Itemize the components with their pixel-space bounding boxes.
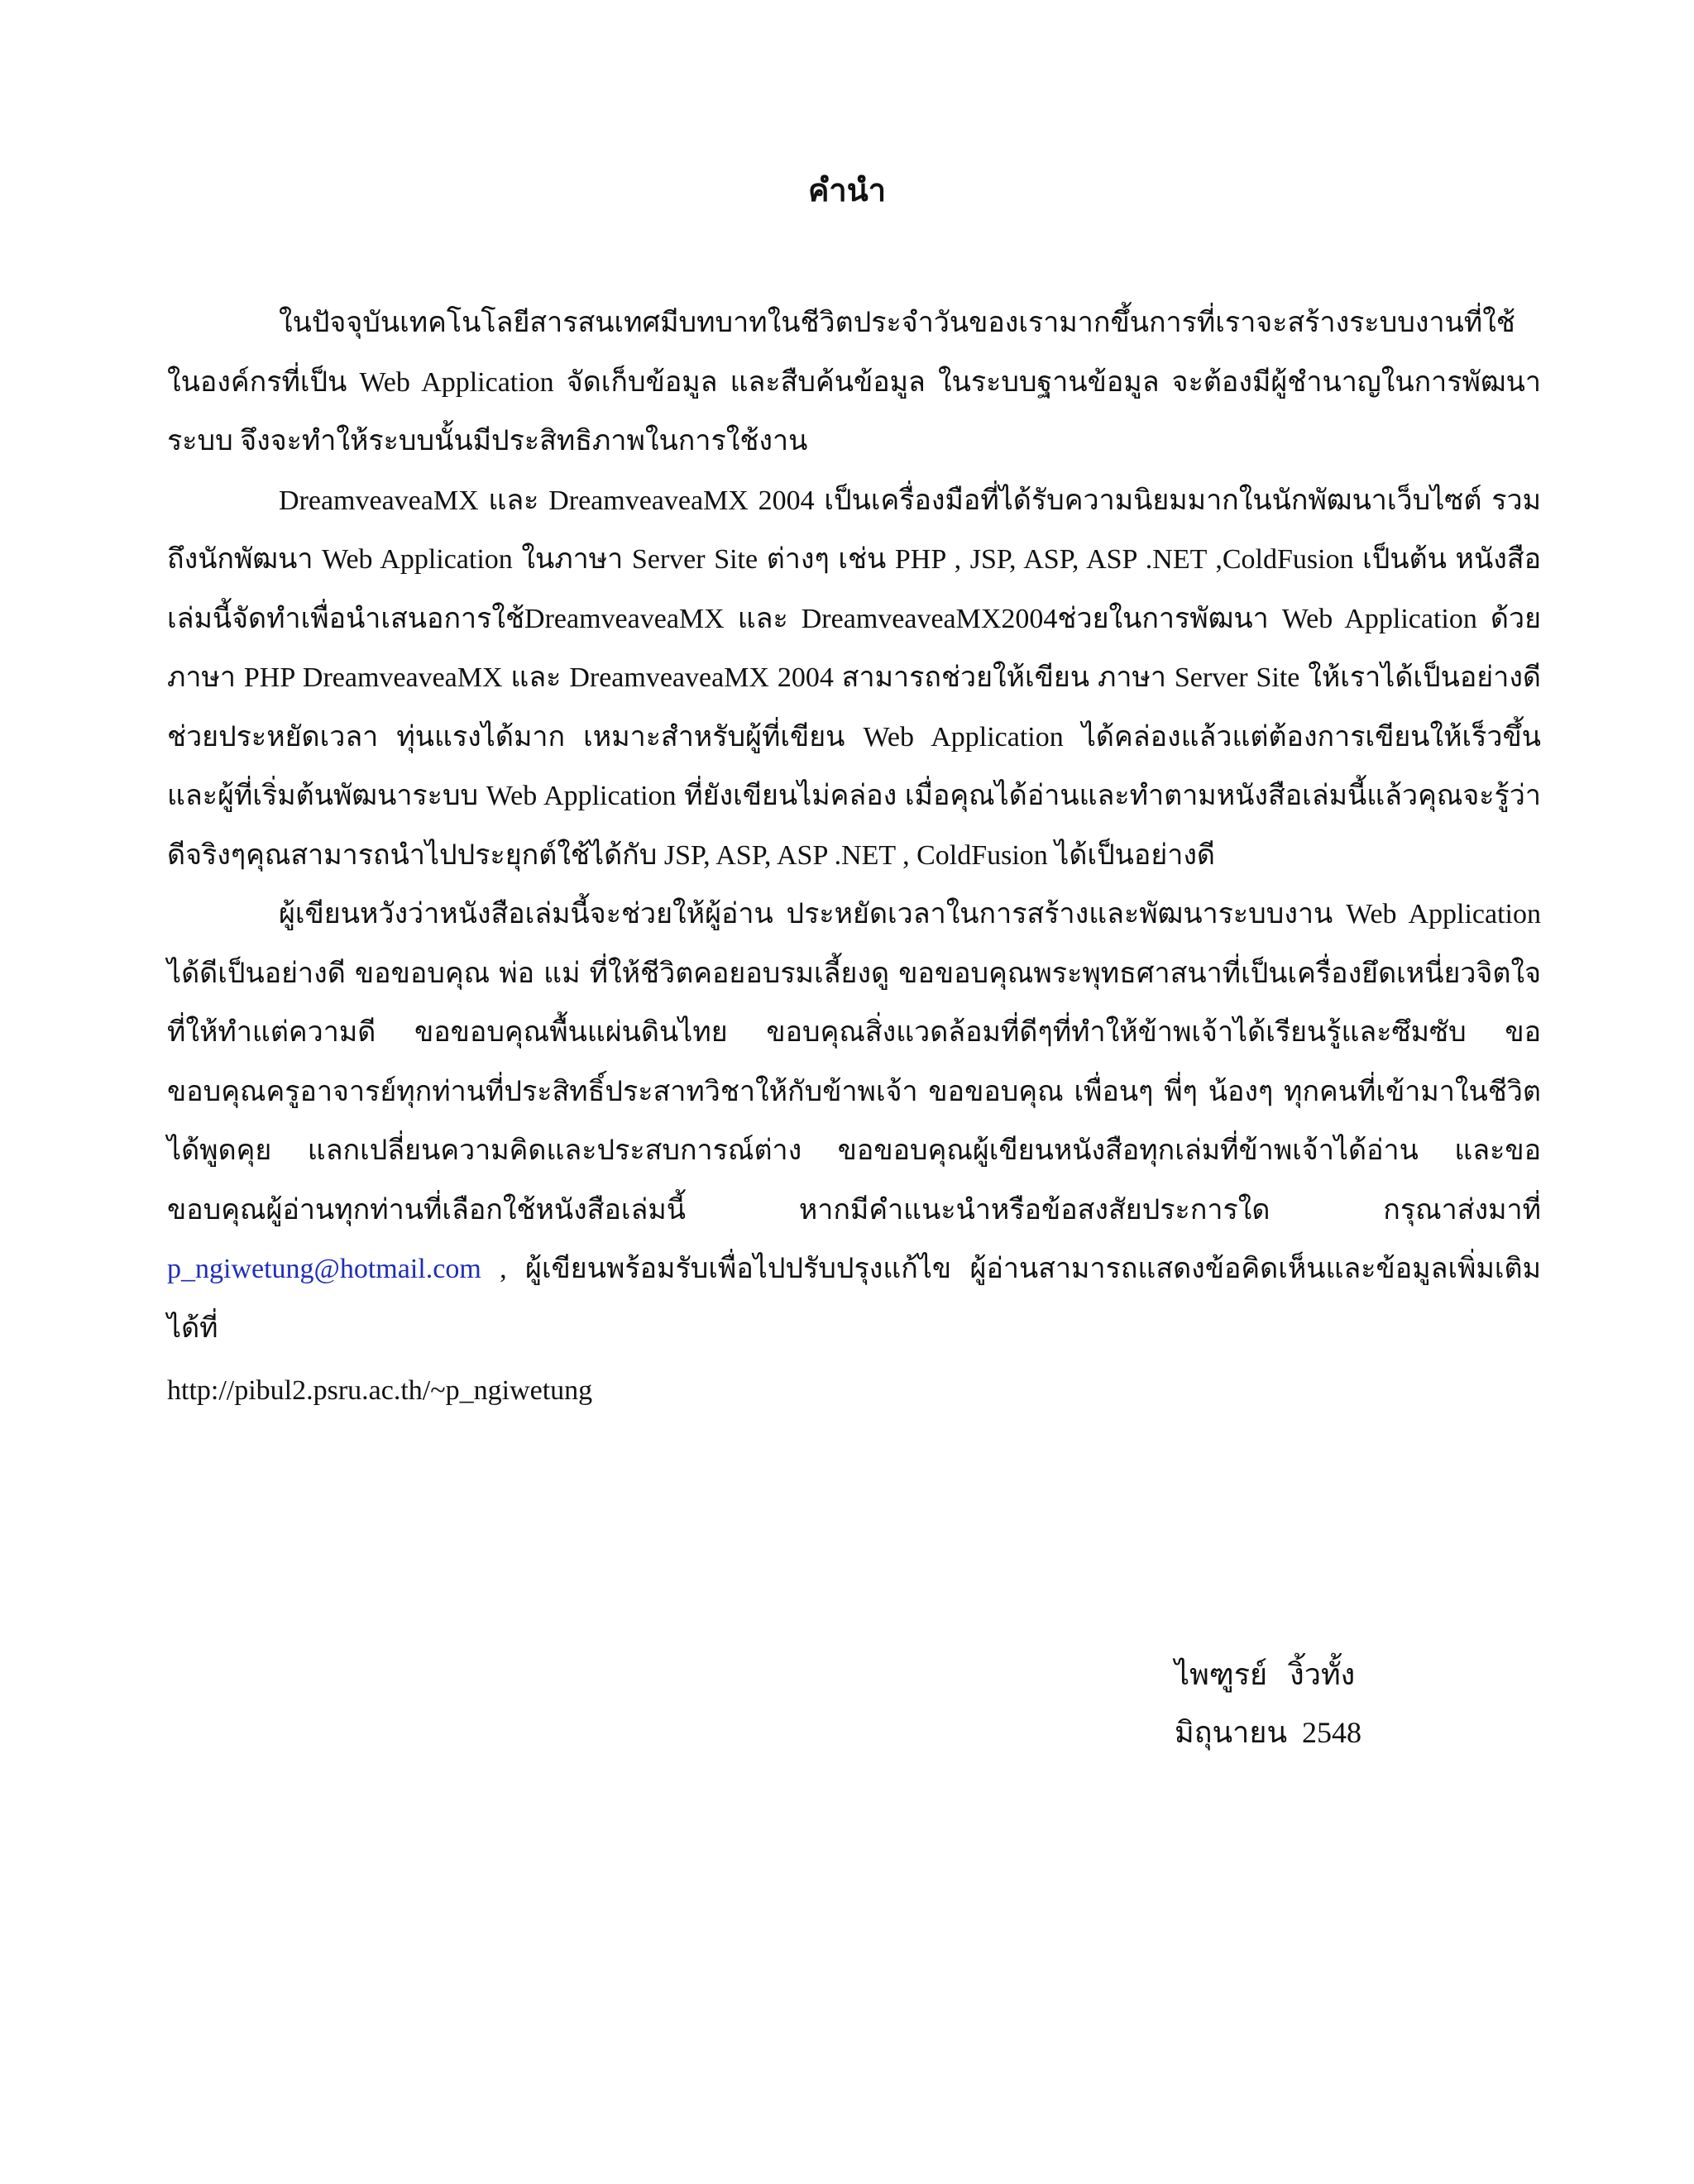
paragraph-introduction: ในปัจจุบันเทคโนโลยีสารสนเทศมีบทบาทในชีวิตประจำวันของเรามากขึ้นการที่เราจะสร้างระบบงานที่ใช้ในองค์กรที่เป็น Web Application จัดเก็บข้อมูล และสืบค้นข้อมูล ในระบบฐานข้อมูล จะต้องมีผู้ชำนาญในการพัฒนาระบบ จึงจะทำให้ระบบนั้นมีประสิทธิภาพในการใช้งาน — [167, 308, 1541, 456]
email-link[interactable]: p_ngiwetung@hotmail.com — [167, 1254, 481, 1284]
acknowledgement-text: ผู้เขียนหวังว่าหนังสือเล่มนี้จะช่วยให้ผู้อ่าน ประหยัดเวลาในการสร้างและพัฒนาระบบงาน Web Application ได้ดีเป็นอย่างดี ขอขอบคุณ พ่อ แม่ ที่ให้ชีวิตคอยอบรมเลี้ยงดู ขอขอบคุณพระพุทธศาสนาที่เป็นเครื่องยึดเหนี่ยวจิตใจที่ให้ทำแต่ความดี ขอขอบคุณพื้นแผ่นดินไทย ขอบคุณสิ่งแวดล้อมที่ดีๆที่ทำให้ข้าพเจ้าได้เรียนรู้และซึมซับ ขอขอบคุณครูอาจารย์ทุกท่านที่ประสิทธิ์ประสาทวิชาให้กับข้าพเจ้า ขอขอบคุณ เพื่อนๆ พี่ๆ น้องๆ ทุกคนที่เข้ามาในชีวิตได้พูดคุย แลกเปลี่ยนความคิดและประสบการณ์ต่าง ขอขอบคุณผู้เขียนหนังสือทุกเล่มที่ข้าพเจ้าได้อ่าน และขอขอบคุณผู้อ่านทุกท่านที่เลือกใช้หนังสือเล่มนี้ หากมีคำแนะนำหรือข้อสงสัยประการใด กรุณาส่งมาที่ — [167, 899, 1541, 1226]
paragraph-acknowledgement — [167, 885, 1541, 1358]
signature-date: มิถุนายน 2548 — [1175, 1716, 1362, 1749]
acknowledgement-closing-text: , ผู้เขียนพร้อมรับเพื่อไปปรับปรุงแก้ไข ผู้อ่านสามารถแสดงข้อคิดเห็นและข้อมูลเพิ่มเติมได้ที่ — [167, 1254, 1541, 1344]
signature-block — [1175, 1646, 1361, 1761]
paragraph-dreamweaver: DreamveaveaMX และ DreamveaveaMX 2004 เป็นเครื่องมือที่ได้รับความนิยมมากในนักพัฒนาเว็บไซต์ รวมถึงนักพัฒนา Web Application ในภาษา Server Site ต่างๆ เช่น PHP , JSP, ASP, ASP .NET ,ColdFusion เป็นต้น หนังสือเล่มนี้จัดทำเพื่อนำเสนอการใช้DreamveaveaMX และ DreamveaveaMX2004ช่วยในการพัฒนา Web Application ด้วยภาษา PHP DreamveaveaMX และ DreamveaveaMX 2004 สามารถช่วยให้เขียน ภาษา Server Site ให้เราได้เป็นอย่างดีช่วยประหยัดเวลา ทุ่นแรงได้มาก เหมาะสำหรับผู้ที่เขียน Web Application ได้คล่องแล้วแต่ต้องการเขียนให้เร็วขึ้น และผู้ที่เริ่มต้นพัฒนาระบบ Web Application ที่ยังเขียนไม่คล่อง เมื่อคุณได้อ่านและทำตามหนังสือเล่มนี้แล้วคุณจะรู้ว่าดีจริงๆคุณสามารถนำไปประยุกต์ใช้ได้กับ JSP, ASP, ASP .NET , ColdFusion ได้เป็นอย่างดี — [167, 485, 1541, 871]
page-title: คำนำ — [807, 174, 887, 208]
document-body — [167, 294, 1541, 1424]
website-url[interactable]: http://pibul2.psru.ac.th/~p_ngiwetung — [167, 1375, 593, 1406]
author-name: ไพฑูรย์ งิ้วทั้ง — [1175, 1658, 1356, 1691]
